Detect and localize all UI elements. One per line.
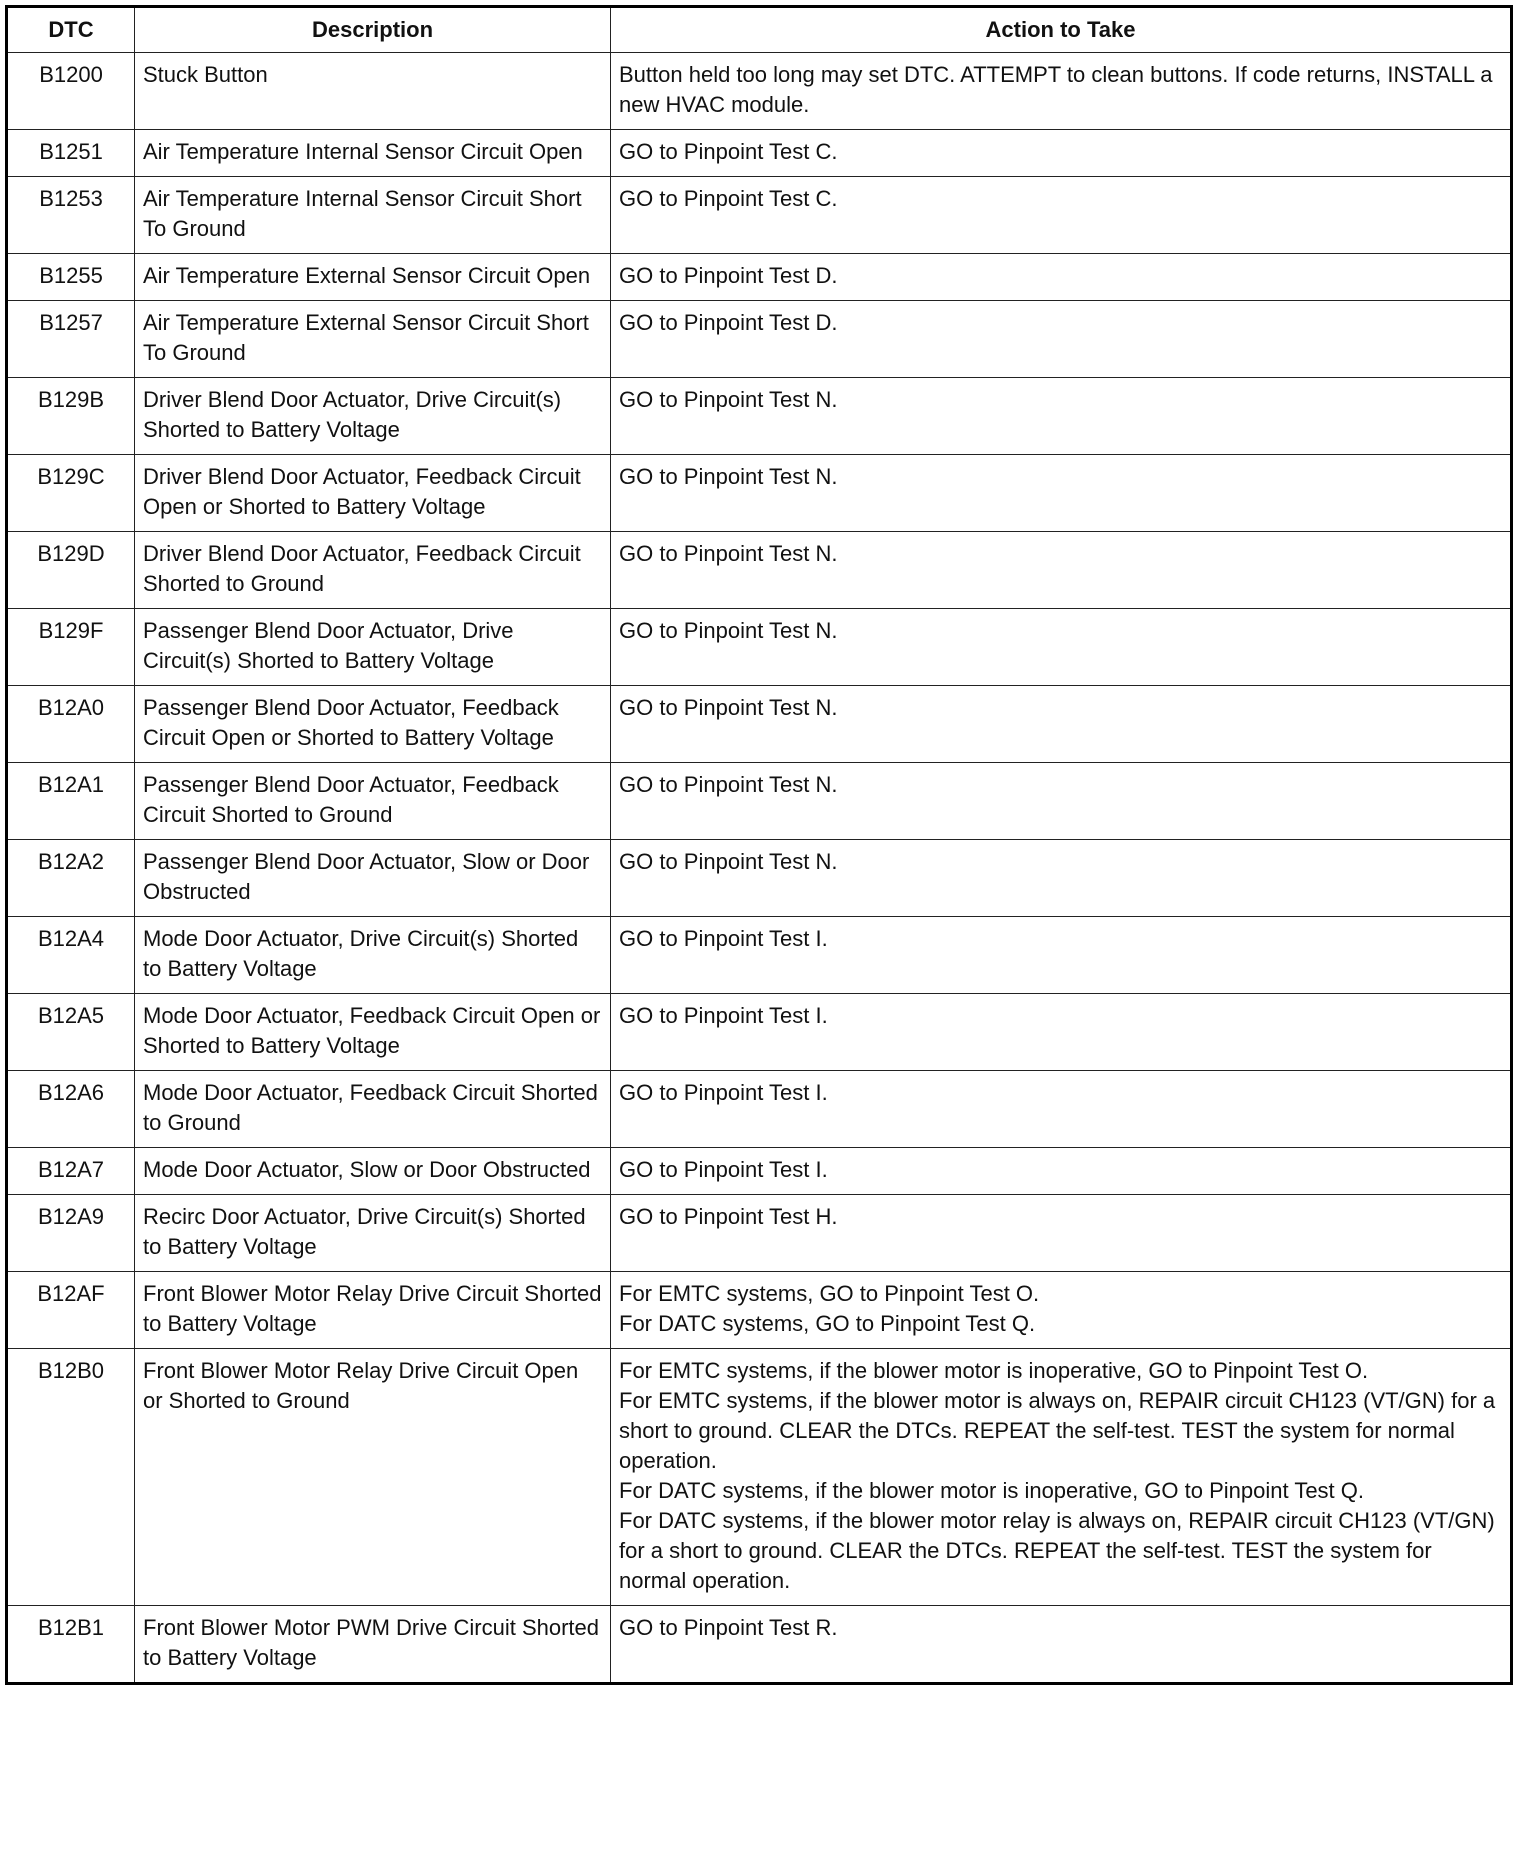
table-row (7, 1195, 1512, 1272)
table-row (7, 686, 1512, 763)
action-cell (611, 609, 1512, 686)
table-row (7, 917, 1512, 994)
action-cell (611, 917, 1512, 994)
action-line: GO to Pinpoint Test N. (619, 618, 838, 643)
action-cell (611, 53, 1512, 130)
dtc-code-cell: B12A4 (7, 917, 135, 994)
description-cell: Front Blower Motor Relay Drive Circuit Shorted to Battery Voltage (135, 1272, 611, 1349)
action-cell (611, 763, 1512, 840)
action-cell (611, 686, 1512, 763)
description-cell: Passenger Blend Door Actuator, Feedback Circuit Shorted to Ground (135, 763, 611, 840)
action-cell (611, 532, 1512, 609)
table-row (7, 532, 1512, 609)
action-line: For EMTC systems, if the blower motor is always on, REPAIR circuit CH123 (VT/GN) for a short to ground. CLEAR the DTCs. REPEAT the self-test. TEST the system for normal operation. (619, 1388, 1502, 1473)
action-line: GO to Pinpoint Test H. (619, 1204, 838, 1229)
description-cell: Air Temperature Internal Sensor Circuit Short To Ground (135, 177, 611, 254)
table-row (7, 1349, 1512, 1606)
table-row (7, 378, 1512, 455)
description-cell: Passenger Blend Door Actuator, Slow or Door Obstructed (135, 840, 611, 917)
dtc-code-cell: B12A7 (7, 1148, 135, 1195)
action-cell (611, 1606, 1512, 1684)
description-cell: Mode Door Actuator, Feedback Circuit Open or Shorted to Battery Voltage (135, 994, 611, 1071)
action-cell (611, 1195, 1512, 1272)
action-line: GO to Pinpoint Test N. (619, 695, 838, 720)
table-row (7, 1606, 1512, 1684)
action-line: GO to Pinpoint Test N. (619, 849, 838, 874)
description-cell: Front Blower Motor PWM Drive Circuit Shorted to Battery Voltage (135, 1606, 611, 1684)
action-cell (611, 301, 1512, 378)
dtc-code-cell: B129B (7, 378, 135, 455)
action-cell (611, 1148, 1512, 1195)
action-line: GO to Pinpoint Test N. (619, 541, 838, 566)
table-row (7, 455, 1512, 532)
action-cell (611, 1272, 1512, 1349)
description-cell: Air Temperature External Sensor Circuit Short To Ground (135, 301, 611, 378)
description-cell: Mode Door Actuator, Feedback Circuit Shorted to Ground (135, 1071, 611, 1148)
action-line: For EMTC systems, GO to Pinpoint Test O. (619, 1281, 1040, 1306)
dtc-code-cell: B12A9 (7, 1195, 135, 1272)
description-cell: Driver Blend Door Actuator, Feedback Circuit Open or Shorted to Battery Voltage (135, 455, 611, 532)
dtc-code-cell: B129D (7, 532, 135, 609)
action-line: GO to Pinpoint Test C. (619, 139, 838, 164)
action-cell (611, 254, 1512, 301)
action-line: GO to Pinpoint Test D. (619, 310, 838, 335)
header-dtc: DTC (7, 7, 135, 53)
dtc-code-cell: B12A5 (7, 994, 135, 1071)
table-row (7, 1272, 1512, 1349)
dtc-code-cell: B12A0 (7, 686, 135, 763)
action-line: GO to Pinpoint Test I. (619, 1003, 828, 1028)
dtc-table (5, 5, 1513, 1685)
action-line: GO to Pinpoint Test R. (619, 1615, 838, 1640)
table-row (7, 177, 1512, 254)
dtc-code-cell: B12A1 (7, 763, 135, 840)
dtc-code-cell: B1257 (7, 301, 135, 378)
dtc-code-cell: B12B0 (7, 1349, 135, 1606)
description-cell: Mode Door Actuator, Drive Circuit(s) Shorted to Battery Voltage (135, 917, 611, 994)
action-line: For DATC systems, if the blower motor relay is always on, REPAIR circuit CH123 (VT/GN) for a short to ground. CLEAR the DTCs. REPEAT the self-test. TEST the system for normal operation. (619, 1508, 1501, 1593)
action-line: GO to Pinpoint Test I. (619, 926, 828, 951)
table-row (7, 1071, 1512, 1148)
dtc-code-cell: B1200 (7, 53, 135, 130)
table-header-row (7, 7, 1512, 53)
action-line: GO to Pinpoint Test N. (619, 772, 838, 797)
dtc-code-cell: B129F (7, 609, 135, 686)
description-cell: Passenger Blend Door Actuator, Drive Circuit(s) Shorted to Battery Voltage (135, 609, 611, 686)
action-line: GO to Pinpoint Test N. (619, 464, 838, 489)
description-cell: Front Blower Motor Relay Drive Circuit Open or Shorted to Ground (135, 1349, 611, 1606)
description-cell: Stuck Button (135, 53, 611, 130)
description-cell: Passenger Blend Door Actuator, Feedback Circuit Open or Shorted to Battery Voltage (135, 686, 611, 763)
dtc-code-cell: B12AF (7, 1272, 135, 1349)
table-row (7, 1148, 1512, 1195)
action-cell (611, 378, 1512, 455)
action-line: For EMTC systems, if the blower motor is inoperative, GO to Pinpoint Test O. (619, 1358, 1369, 1383)
table-row (7, 840, 1512, 917)
action-line: GO to Pinpoint Test C. (619, 186, 838, 211)
header-action: Action to Take (611, 7, 1512, 53)
action-cell (611, 840, 1512, 917)
dtc-code-cell: B129C (7, 455, 135, 532)
action-line: Button held too long may set DTC. ATTEMPT to clean buttons. If code returns, INSTALL a new HVAC module. (619, 62, 1499, 117)
description-cell: Driver Blend Door Actuator, Drive Circuit(s) Shorted to Battery Voltage (135, 378, 611, 455)
dtc-code-cell: B12B1 (7, 1606, 135, 1684)
description-cell: Mode Door Actuator, Slow or Door Obstructed (135, 1148, 611, 1195)
table-row (7, 763, 1512, 840)
description-cell: Driver Blend Door Actuator, Feedback Circuit Shorted to Ground (135, 532, 611, 609)
table-row (7, 130, 1512, 177)
dtc-code-cell: B1251 (7, 130, 135, 177)
description-cell: Air Temperature Internal Sensor Circuit Open (135, 130, 611, 177)
description-cell: Air Temperature External Sensor Circuit Open (135, 254, 611, 301)
table-row (7, 301, 1512, 378)
action-cell (611, 1349, 1512, 1606)
table-row (7, 53, 1512, 130)
dtc-code-cell: B12A6 (7, 1071, 135, 1148)
action-cell (611, 177, 1512, 254)
action-line: GO to Pinpoint Test N. (619, 387, 838, 412)
action-line: For DATC systems, if the blower motor is inoperative, GO to Pinpoint Test Q. (619, 1478, 1365, 1503)
header-description: Description (135, 7, 611, 53)
table-row (7, 254, 1512, 301)
table-row (7, 609, 1512, 686)
dtc-code-cell: B1253 (7, 177, 135, 254)
description-cell: Recirc Door Actuator, Drive Circuit(s) Shorted to Battery Voltage (135, 1195, 611, 1272)
action-cell (611, 455, 1512, 532)
action-cell (611, 994, 1512, 1071)
dtc-code-cell: B12A2 (7, 840, 135, 917)
dtc-code-cell: B1255 (7, 254, 135, 301)
action-line: For DATC systems, GO to Pinpoint Test Q. (619, 1311, 1036, 1336)
table-row (7, 994, 1512, 1071)
action-line: GO to Pinpoint Test I. (619, 1080, 828, 1105)
action-cell (611, 1071, 1512, 1148)
action-line: GO to Pinpoint Test I. (619, 1157, 828, 1182)
action-line: GO to Pinpoint Test D. (619, 263, 838, 288)
action-cell (611, 130, 1512, 177)
